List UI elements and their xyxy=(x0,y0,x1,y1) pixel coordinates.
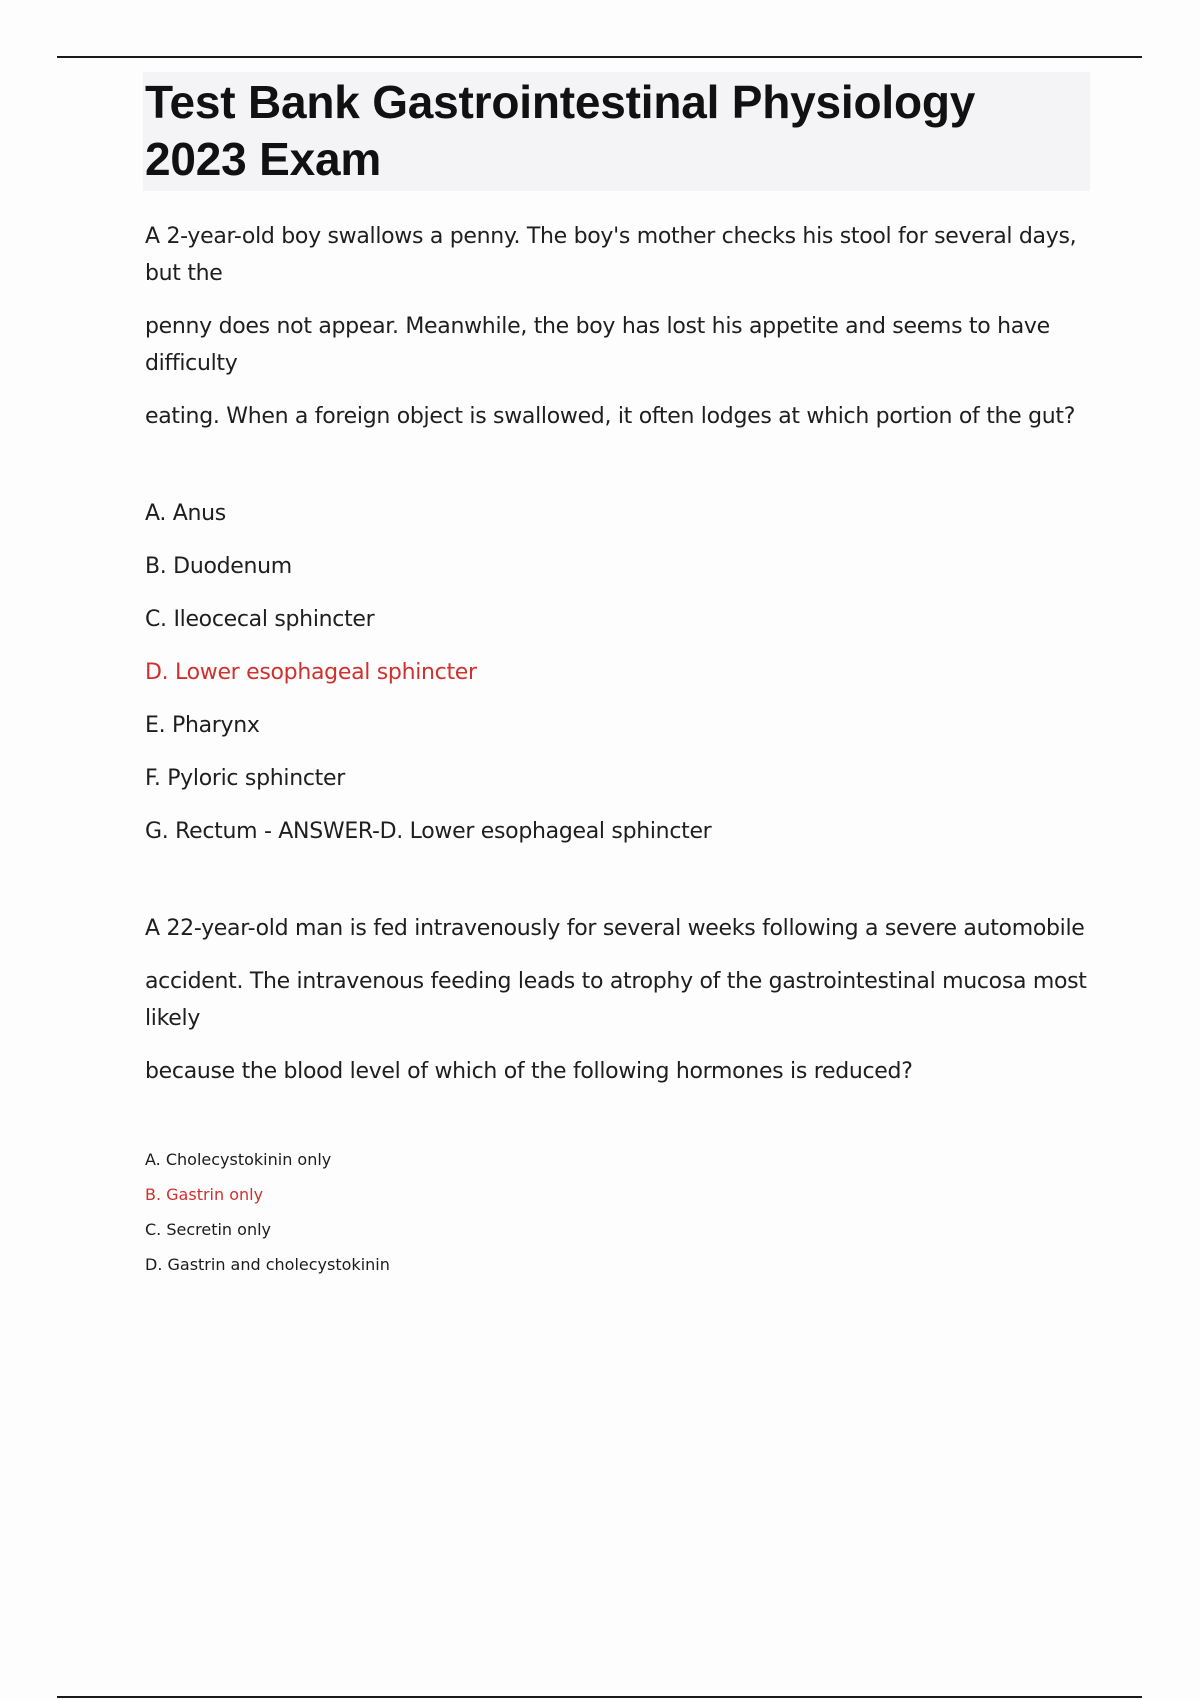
page-title: Test Bank Gastrointestinal Physiology 2023 Exam xyxy=(145,76,976,185)
question-2-option-c: C. Secretin only xyxy=(145,1220,271,1239)
top-rule xyxy=(57,56,1142,58)
bottom-rule xyxy=(57,1696,1142,1698)
question-1-option-b: B. Duodenum xyxy=(145,554,292,579)
question-1-option-g-answer: G. Rectum - ANSWER-D. Lower esophageal sphincter xyxy=(145,819,712,844)
question-1-option-d-correct: D. Lower esophageal sphincter xyxy=(145,660,477,685)
question-2-stem xyxy=(145,910,1090,1090)
question-2-option-a: A. Cholecystokinin only xyxy=(145,1150,332,1169)
question-1-stem xyxy=(145,218,1090,435)
question-1-option-f: F. Pyloric sphincter xyxy=(145,766,345,791)
question-2-line-1: A 22-year-old man is fed intravenously for several weeks following a severe automobile xyxy=(145,916,1085,941)
question-1-line-2: penny does not appear. Meanwhile, the boy has lost his appetite and seems to have difficulty xyxy=(145,314,1050,376)
title-block xyxy=(143,72,1090,191)
question-1-option-c: C. Ileocecal sphincter xyxy=(145,607,375,632)
document-body xyxy=(145,72,1090,1290)
question-2-option-b-correct: B. Gastrin only xyxy=(145,1185,264,1204)
question-1-options xyxy=(145,495,1090,850)
question-1-line-1: A 2-year-old boy swallows a penny. The boy's mother checks his stool for several days, but the xyxy=(145,224,1077,286)
question-2-options xyxy=(145,1150,1090,1274)
question-2-option-d: D. Gastrin and cholecystokinin xyxy=(145,1255,390,1274)
question-2-line-2: accident. The intravenous feeding leads to atrophy of the gastrointestinal mucosa most likely xyxy=(145,969,1087,1031)
question-1-option-e: E. Pharynx xyxy=(145,713,260,738)
question-1-line-3: eating. When a foreign object is swallowed, it often lodges at which portion of the gut? xyxy=(145,404,1076,429)
question-1-option-a: A. Anus xyxy=(145,501,226,526)
question-2-line-3: because the blood level of which of the following hormones is reduced? xyxy=(145,1059,913,1084)
